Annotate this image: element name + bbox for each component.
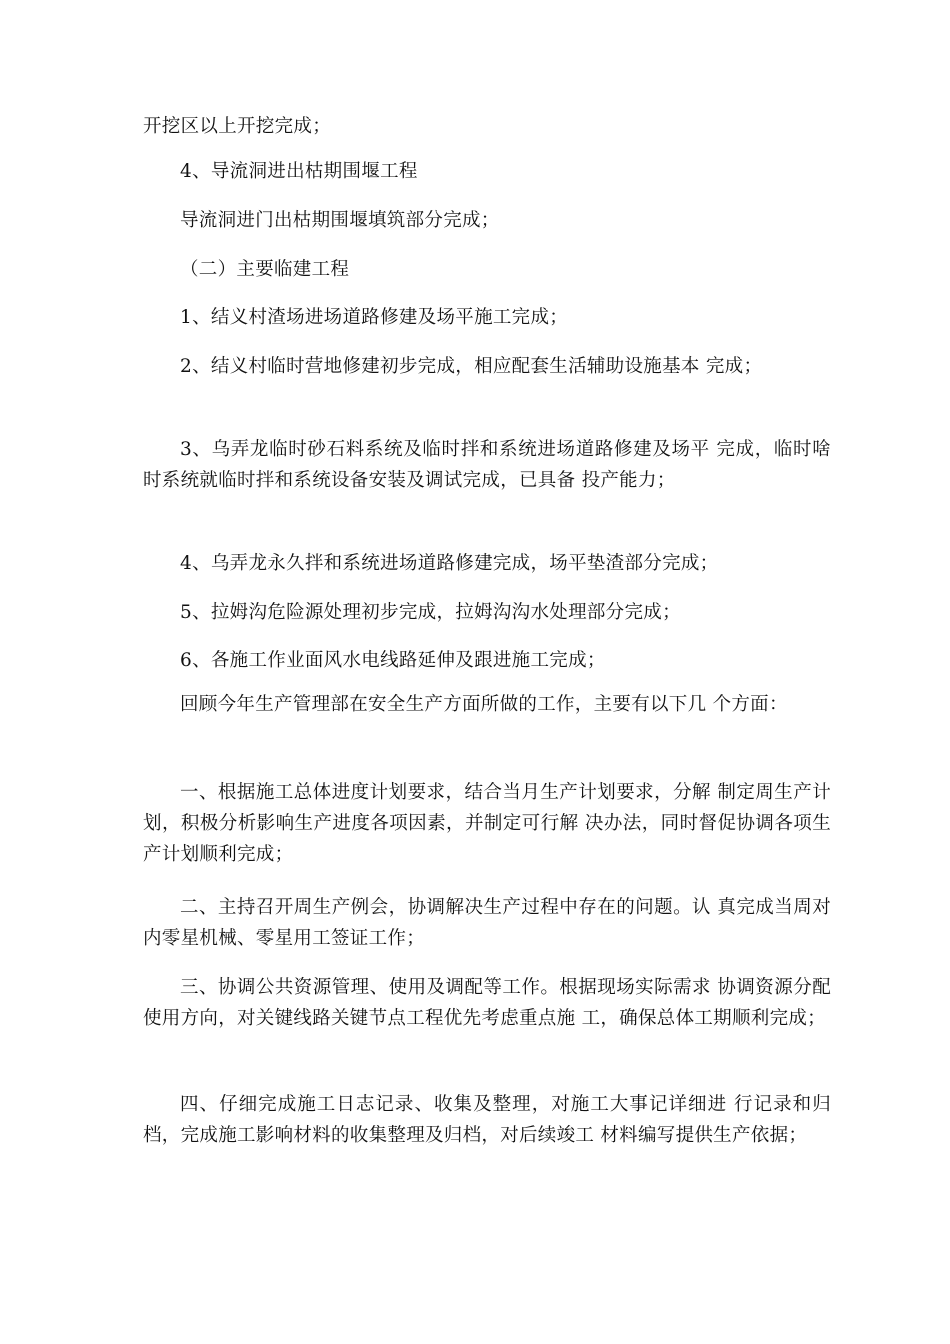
paragraph-15: 四、仔细完成施工日志记录、收集及整理，对施工大事记详细进 行记录和归档，完成施工影响材料的收集整理及归档，对后续竣工 材料编写提供生产依据； bbox=[143, 1094, 831, 1146]
paragraph-5: 1、结义村渣场进场道路修建及场平施工完成； bbox=[180, 307, 569, 328]
paragraph-9: 5、拉姆沟危险源处理初步完成，拉姆沟沟水处理部分完成； bbox=[180, 602, 681, 623]
paragraph-12: 一、根据施工总体进度计划要求，结合当月生产计划要求，分解 制定周生产计划，积极分析影响生产进度各项因素，并制定可行解 决办法，同时督促协调各项生产计划顺利完成； bbox=[143, 782, 831, 865]
paragraph-4: （二）主要临建工程 bbox=[180, 259, 350, 280]
paragraph-1: 开挖区以上开挖完成； bbox=[143, 116, 332, 137]
paragraph-6: 2、结义村临时营地修建初步完成，相应配套生活辅助设施基本 完成； bbox=[180, 356, 763, 377]
paragraph-3: 导流洞进门出枯期围堰填筑部分完成； bbox=[180, 210, 500, 231]
paragraph-13: 二、主持召开周生产例会，协调解决生产过程中存在的问题。认 真完成当周对内零星机械、零星用工签证工作； bbox=[143, 897, 831, 949]
paragraph-7: 3、乌弄龙临时砂石料系统及临时拌和系统进场道路修建及场平 完成，临时啥时系统就临时拌和系统设备安装及调试完成，已具备 投产能力； bbox=[143, 439, 831, 491]
paragraph-10: 6、各施工作业面风水电线路延伸及跟进施工完成； bbox=[180, 650, 606, 671]
paragraph-8: 4、乌弄龙永久拌和系统进场道路修建完成，场平垫渣部分完成； bbox=[180, 553, 719, 574]
paragraph-14: 三、协调公共资源管理、使用及调配等工作。根据现场实际需求 协调资源分配使用方向，对关键线路关键节点工程优先考虑重点施 工，确保总体工期顺利完成； bbox=[143, 977, 831, 1029]
paragraph-2: 4、导流洞进出枯期围堰工程 bbox=[180, 161, 418, 182]
paragraph-11: 回顾今年生产管理部在安全生产方面所做的工作，主要有以下几 个方面： bbox=[180, 694, 788, 715]
